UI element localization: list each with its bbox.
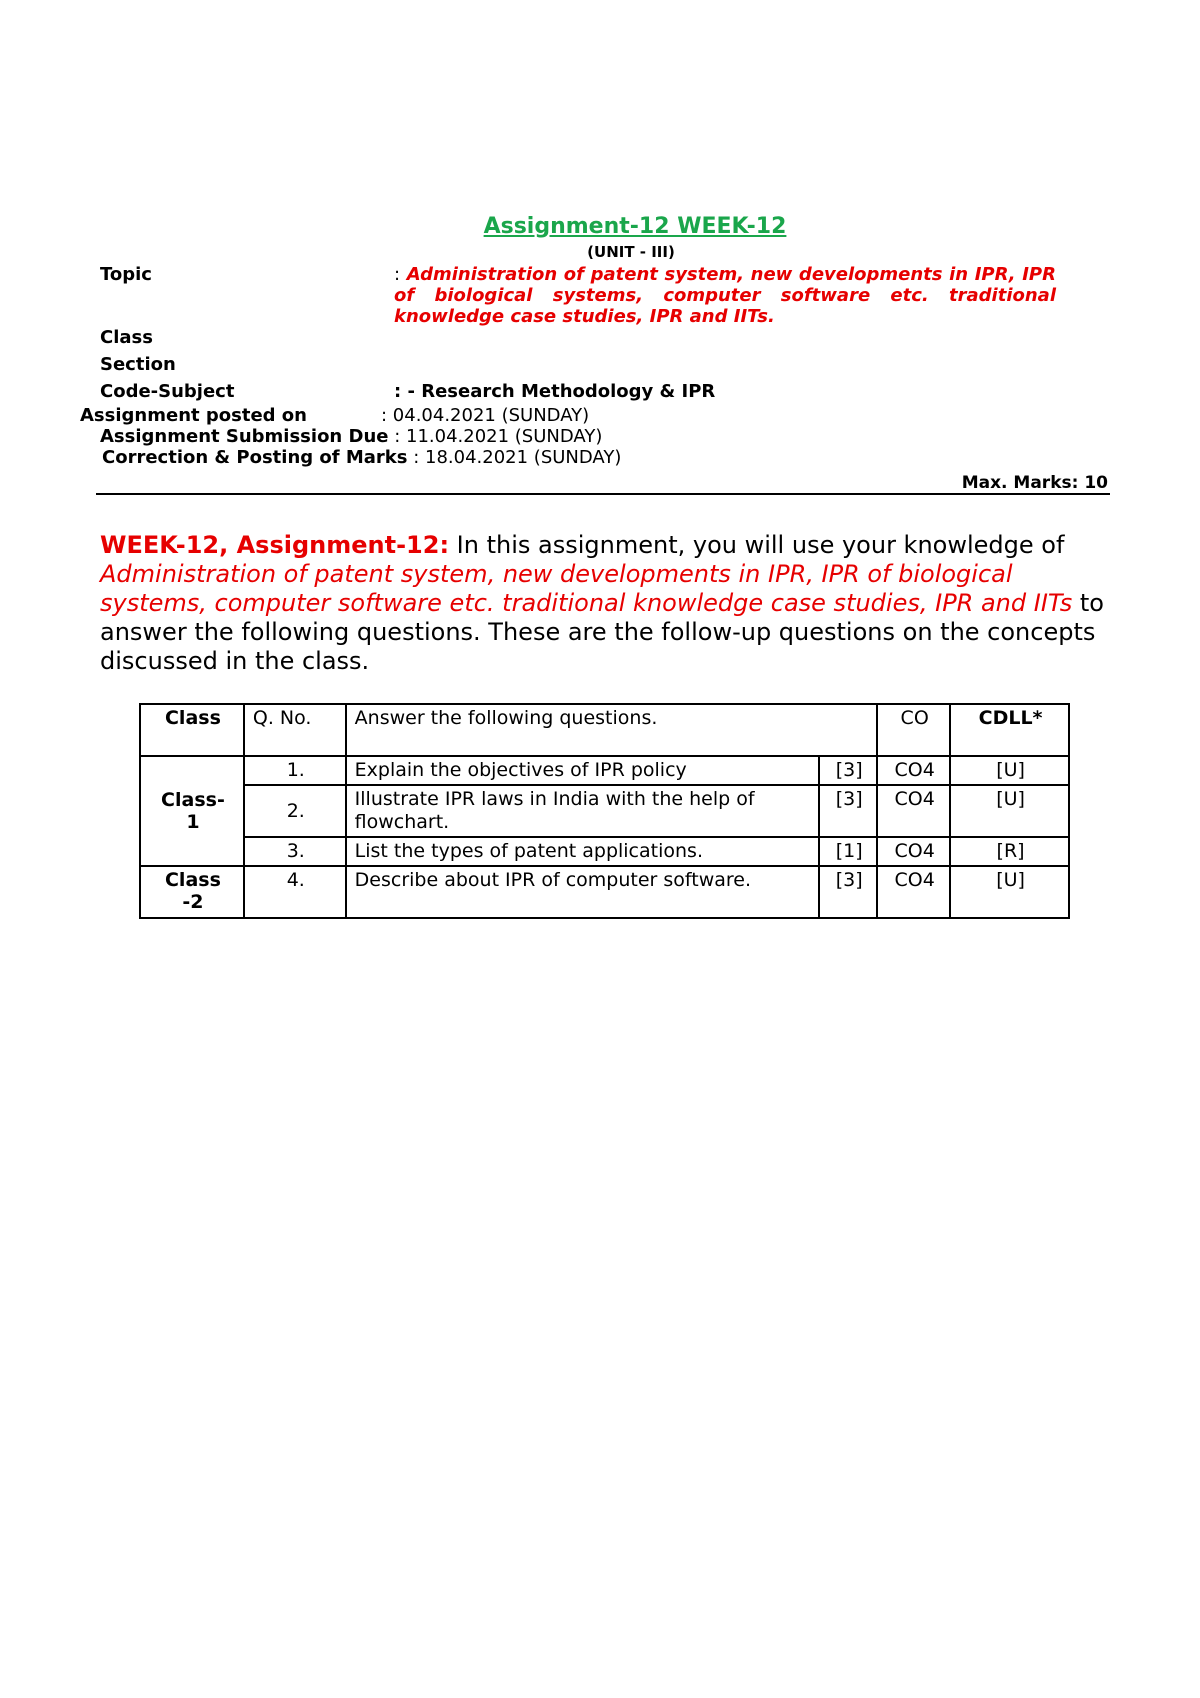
qno-cell: 3.: [244, 837, 346, 866]
qno-cell: 2.: [244, 785, 346, 837]
group-class-1: Class- 1: [140, 756, 244, 866]
table-row: [140, 785, 1069, 837]
topic-colon: :: [394, 264, 401, 285]
intro-paragraph: [100, 531, 1110, 676]
code-subject-label: Code-Subject: [100, 381, 235, 402]
due-row: [100, 426, 602, 447]
code-subject-value: : - Research Methodology & IPR: [394, 381, 716, 402]
assignment-title: Assignment-12 WEEK-12: [483, 214, 787, 239]
qno-cell: 1.: [244, 756, 346, 785]
qno-cell: 4.: [244, 866, 346, 918]
cdll-cell: [U]: [950, 756, 1069, 785]
section-label: Section: [100, 354, 176, 375]
co-cell: CO4: [877, 866, 950, 918]
header-cdll: CDLL*: [950, 704, 1069, 756]
table-row: [140, 837, 1069, 866]
question-cell: List the types of patent applications.: [346, 837, 820, 866]
due-value: : 11.04.2021 (SUNDAY): [394, 426, 603, 447]
intro-lead: In this assignment, you will use your knowledge of: [449, 531, 1065, 559]
correction-value: : 18.04.2021 (SUNDAY): [413, 447, 622, 468]
marks-cell: [3]: [819, 866, 877, 918]
marks-cell: [3]: [819, 785, 877, 837]
question-cell: Describe about IPR of computer software.: [346, 866, 820, 918]
questions-table: [139, 703, 1070, 919]
topic-text: [394, 264, 1056, 327]
cdll-cell: [U]: [950, 866, 1069, 918]
intro-tail: to answer the following questions. These are the follow-up questions on the concepts discussed in the class.: [100, 589, 1104, 675]
header-question: Answer the following questions.: [346, 704, 878, 756]
question-cell: Explain the objectives of IPR policy: [346, 756, 820, 785]
co-cell: CO4: [877, 837, 950, 866]
co-cell: CO4: [877, 785, 950, 837]
cdll-cell: [R]: [950, 837, 1069, 866]
posted-label: Assignment posted on: [80, 405, 307, 426]
group-class-2: Class -2: [140, 866, 244, 918]
correction-label: Correction & Posting of Marks: [102, 447, 408, 468]
correction-row: [102, 447, 621, 468]
question-cell: Illustrate IPR laws in India with the help of flowchart.: [346, 785, 820, 837]
topic-label: Topic: [100, 264, 152, 285]
intro-heading: WEEK-12, Assignment-12:: [100, 531, 450, 559]
table-row: [140, 756, 1069, 785]
table-row: [140, 866, 1069, 918]
cdll-cell: [U]: [950, 785, 1069, 837]
due-label: Assignment Submission Due: [100, 426, 389, 447]
header-class: Class: [140, 704, 244, 756]
marks-cell: [1]: [819, 837, 877, 866]
table-header-row: [140, 704, 1069, 756]
co-cell: CO4: [877, 756, 950, 785]
header-qno: Q. No.: [244, 704, 346, 756]
topic-value: Administration of patent system, new developments in IPR, IPR of biological systems, computer software etc. traditional knowledge case studies, IPR and IITs.: [394, 264, 1056, 327]
class-label: Class: [100, 327, 153, 348]
max-marks: Max. Marks: 10: [961, 473, 1108, 493]
header-co: CO: [877, 704, 950, 756]
marks-cell: [3]: [819, 756, 877, 785]
unit-label: (UNIT - III): [587, 243, 675, 261]
posted-value: : 04.04.2021 (SUNDAY): [381, 405, 590, 426]
intro-topics: Administration of patent system, new developments in IPR, IPR of biological systems, computer software etc. traditional knowledge case studies, IPR and IITs: [100, 560, 1073, 617]
header-divider: [96, 493, 1110, 495]
